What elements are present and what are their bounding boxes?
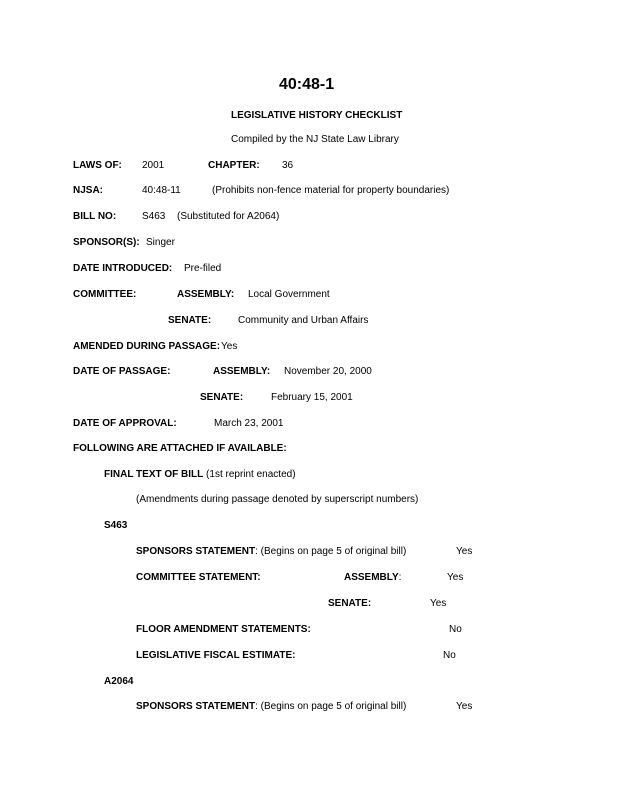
s463-floor-label: FLOOR AMENDMENT STATEMENTS: [136,624,311,635]
committee-assembly-value: Local Government [248,289,330,300]
document-subtitle: LEGISLATIVE HISTORY CHECKLIST [231,110,403,121]
bill-no-note: (Substituted for A2064) [177,211,280,222]
laws-of-label: LAWS OF: [73,160,122,171]
compiled-by: Compiled by the NJ State Law Library [231,134,399,145]
s463-floor-value: No [449,624,462,635]
committee-assembly-label: ASSEMBLY: [177,289,235,300]
passage-senate-value: February 15, 2001 [271,392,353,403]
chapter-label: CHAPTER: [208,160,260,171]
final-text-line [104,469,296,481]
final-text-note: (1st reprint enacted) [206,469,296,480]
document-title: 40:48-1 [279,76,335,93]
s463-senate-value: Yes [430,598,447,609]
njsa-value: 40:48-11 [142,185,181,196]
njsa-label: NJSA: [73,185,104,196]
passage-assembly-label: ASSEMBLY: [213,366,271,377]
attached-heading: FOLLOWING ARE ATTACHED IF AVAILABLE: [73,443,287,454]
a2064-sponsors-statement-note: : (Begins on page 5 of original bill) [255,701,407,712]
s463-assembly-label: ASSEMBLY [344,572,399,583]
s463-sponsors-statement-note: : (Begins on page 5 of original bill) [255,546,407,557]
a2064-heading: A2064 [104,676,134,687]
s463-committee-statement-label: COMMITTEE STATEMENT: [136,572,261,583]
bill-no-label: BILL NO: [73,211,117,222]
a2064-sponsors-statement-value: Yes [456,701,473,712]
s463-sponsors-statement-value: Yes [456,546,473,557]
committee-senate-label: SENATE: [168,315,212,326]
s463-fiscal-value: No [443,650,456,661]
s463-assembly-colon: : [398,572,402,583]
s463-assembly-value: Yes [447,572,464,583]
amendments-note: (Amendments during passage denoted by superscript numbers) [136,494,419,505]
bill-no-value: S463 [142,211,166,222]
passage-assembly-value: November 20, 2000 [284,366,372,377]
amended-value: Yes [221,341,238,352]
final-text-label: FINAL TEXT OF BILL [104,469,204,480]
s463-sponsors-statement-label: SPONSORS STATEMENT [136,546,256,557]
date-introduced-value: Pre-filed [184,263,222,274]
s463-assembly [344,572,401,584]
s463-sponsors-statement [136,546,406,558]
sponsors-label: SPONSOR(S): [73,237,140,248]
date-of-approval-label: DATE OF APPROVAL: [73,418,177,429]
amended-label: AMENDED DURING PASSAGE: [73,341,221,352]
laws-of-value: 2001 [142,160,165,171]
date-of-passage-label: DATE OF PASSAGE: [73,366,171,377]
njsa-description: (Prohibits non-fence material for property boundaries) [212,185,450,196]
sponsors-value: Singer [146,237,175,248]
date-of-approval-value: March 23, 2001 [214,418,284,429]
s463-senate-label: SENATE: [328,598,372,609]
date-introduced-label: DATE INTRODUCED: [73,263,173,274]
committee-senate-value: Community and Urban Affairs [238,315,369,326]
a2064-sponsors-statement [136,701,406,713]
s463-heading: S463 [104,520,128,531]
a2064-sponsors-statement-label: SPONSORS STATEMENT [136,701,256,712]
passage-senate-label: SENATE: [200,392,244,403]
committee-label: COMMITTEE: [73,289,137,300]
chapter-value: 36 [282,160,294,171]
s463-fiscal-label: LEGISLATIVE FISCAL ESTIMATE: [136,650,296,661]
